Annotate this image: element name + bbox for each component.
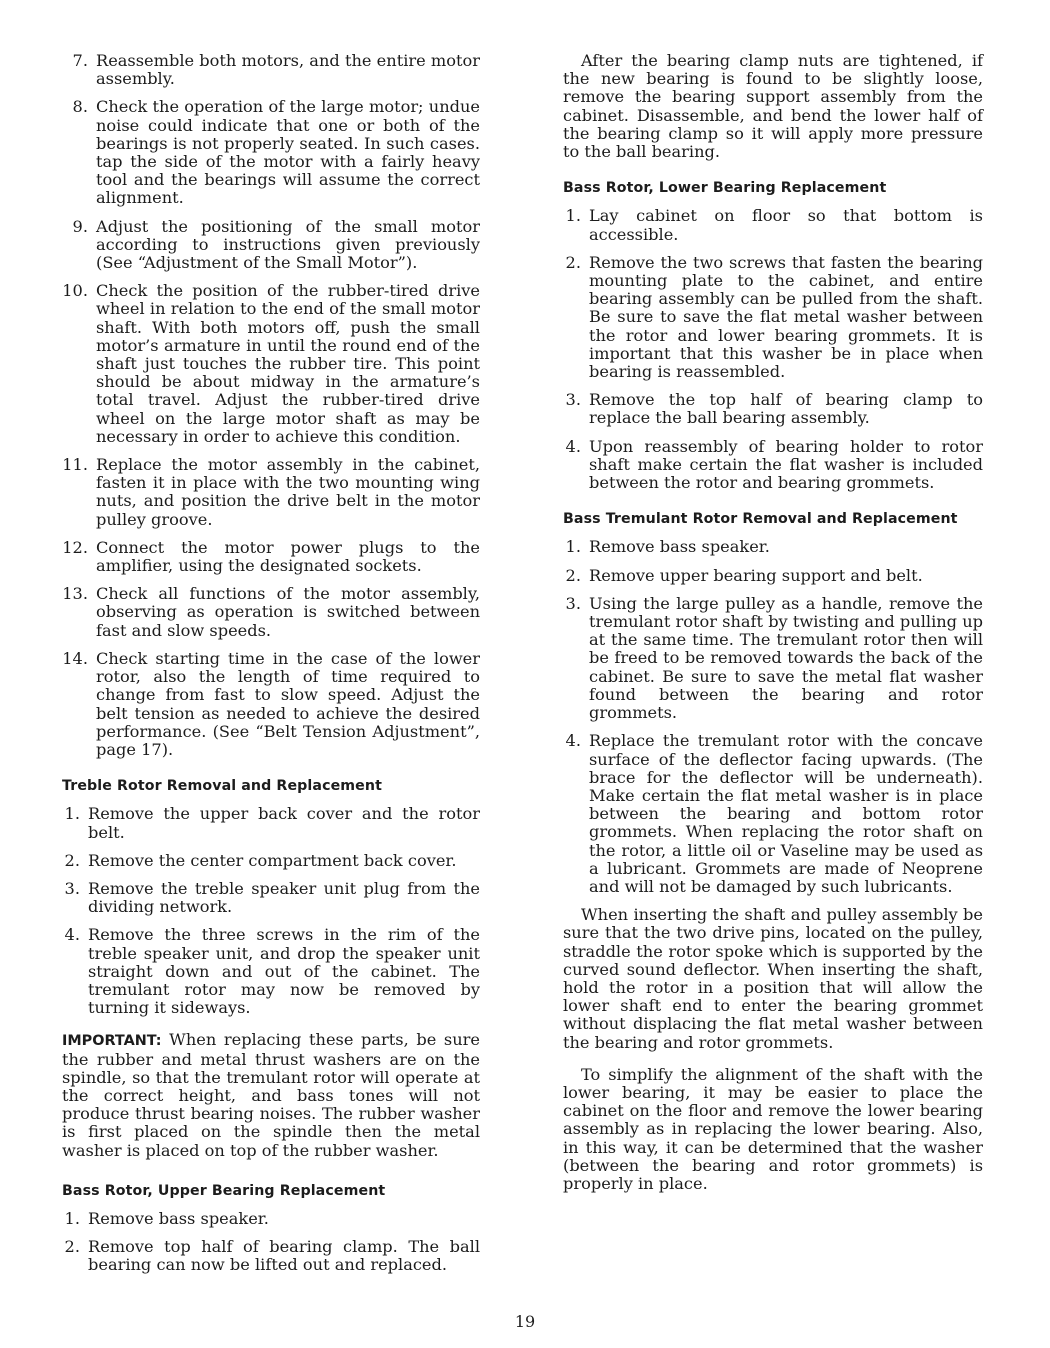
bass-upper-bearing-heading: Bass Rotor, Upper Bearing Replacement	[62, 1182, 386, 1199]
treble-steps-list	[62, 805, 480, 1017]
list-item: 7. Reassemble both motors, and the entire motor assembly.	[72, 51, 480, 89]
list-item: 12. Connect the motor power plugs to the amplifier, using the designated sockets.	[62, 537, 480, 576]
list-item: 11. Replace the motor assembly in the cabinet, fasten it in place with the two mounting wing nuts, and position the drive belt in the motor pulley groove.	[62, 455, 480, 529]
important-label: IMPORTANT:	[62, 1033, 162, 1050]
bass-lower-steps-list	[563, 207, 983, 492]
list-item: 8. Check the operation of the large motor; undue noise could indicate that one or both of the bearings is not properly seated. In such cases. tap the side of the motor with a fairly heavy tool and the bearings will assume the correct alignment.	[72, 97, 480, 208]
list-item: 13. Check all functions of the motor assembly, observing as operation is switched between fast and slow speeds.	[62, 584, 480, 640]
list-item: 4. Upon reassembly of bearing holder to rotor shaft make certain the flat washer is included between the rotor and bearing grommets.	[565, 436, 983, 493]
list-item: 1. Remove bass speaker.	[64, 1208, 269, 1228]
bass-tremulant-steps-list	[563, 538, 983, 896]
list-item: 3. Remove the top half of bearing clamp to replace the ball bearing assembly.	[565, 390, 983, 428]
intro-paragraph: After the bearing clamp nuts are tightened, if the new bearing is found to be slightly loose, remove the bearing support assembly from the cabinet. Disassemble, and bend the lower half of the bearing clamp so it will apply more pressure to the ball bearing.	[563, 51, 983, 162]
list-item: 2. Remove top half of bearing clamp. The ball bearing can now be lifted out and replaced.	[64, 1237, 480, 1275]
list-item: 9. Adjust the positioning of the small motor according to instructions given previously (See “Adjustment of the Small Motor”).	[72, 216, 480, 273]
list-item: 3. Remove the treble speaker unit plug from the dividing network.	[64, 878, 480, 917]
bass-upper-steps-list	[62, 1210, 480, 1275]
right-column	[563, 52, 983, 1202]
list-item: 2. Remove upper bearing support and belt.	[565, 565, 923, 585]
simplify-alignment-paragraph: To simplify the alignment of the shaft with the lower bearing, it may be easier to place the cabinet on the floor and remove the lower bearing assembly as in replacing the lower bearing. Also, in this way, it can be determined that the washer (between the bearing and rotor grommets) is properly in place.	[563, 1064, 983, 1193]
list-item: 2. Remove the center compartment back cover.	[64, 850, 457, 870]
list-item: 14. Check starting time in the case of the lower rotor, also the length of time required to change from fast to slow speed. Adjust the belt tension as needed to achieve the desired performance. (See “Belt Tension Adjustment”, page 17).	[62, 648, 480, 759]
list-item: 10. Check the position of the rubber-tired drive wheel in relation to the end of the small motor shaft. With both motors off, push the small motor’s armature in until the round end of the shaft just touches the rubber tire. This point should be about midway in the armature’s total travel. Adjust the rubber-tired drive wheel on the large motor shaft as may be necessary in order to achieve this condition.	[62, 281, 480, 446]
list-item: 1. Lay cabinet on floor so that bottom is accessible.	[565, 206, 983, 244]
list-item: 3. Using the large pulley as a handle, remove the tremulant rotor shaft by twisting and pulling up at the same time. The tremulant rotor then will be freed to be removed towards the back of the cabinet. Be sure to save the metal flat washer found between the bearing and rotor grommets.	[565, 593, 983, 723]
bass-lower-bearing-heading: Bass Rotor, Lower Bearing Replacement	[563, 180, 887, 197]
page-number: 19	[514, 1312, 536, 1331]
important-text: When replacing these parts, be sure the rubber and metal thrust washers are on the spindle, so that the tremulant rotor will operate at the correct height, and bass tones will not produce thrust bearing noises. The rubber washer is first placed on the spindle then the metal washer is placed on top of the rubber washer.	[62, 1030, 480, 1160]
list-item: 4. Remove the three screws in the rim of the treble speaker unit, and drop the speaker unit straight down and out of the cabinet. The tremulant rotor may now be removed by turning it sideways.	[64, 925, 480, 1018]
insert-shaft-paragraph: When inserting the shaft and pulley assembly be sure that the two drive pins, located on the pulley, straddle the rotor spoke which is supported by the curved sound deflector. When inserting the shaft, hold the rotor in a position that will allow the lower shaft end to enter the bearing grommet without displacing the flat metal washer between the bearing and rotor grommets.	[563, 905, 983, 1052]
treble-rotor-heading: Treble Rotor Removal and Replacement	[62, 778, 382, 795]
list-item: 1. Remove the upper back cover and the rotor belt.	[64, 804, 480, 842]
motor-steps-list	[62, 52, 480, 759]
list-item: 4. Replace the tremulant rotor with the concave surface of the deflector facing upwards. (The brace for the deflector will be underneath). Make certain the flat metal washer is in place between the bearing and bottom rotor grommets. When replacing the rotor shaft on the rotor, a little oil or Vaseline may be used as a lubricant. Grommets are made of Neoprene and will not be damaged by such lubricants.	[565, 731, 983, 896]
left-column	[62, 52, 480, 1285]
list-item: 1. Remove bass speaker.	[565, 537, 770, 557]
list-item: 2. Remove the two screws that fasten the bearing mounting plate to the cabinet, and entire bearing assembly can be pulled from the shaft. Be sure to save the flat metal washer between the rotor and lower bearing grommets. It is important that this washer be in place when bearing is reassembled.	[565, 252, 983, 382]
important-note	[62, 1031, 480, 1159]
bass-tremulant-heading: Bass Tremulant Rotor Removal and Replacement	[563, 511, 958, 528]
